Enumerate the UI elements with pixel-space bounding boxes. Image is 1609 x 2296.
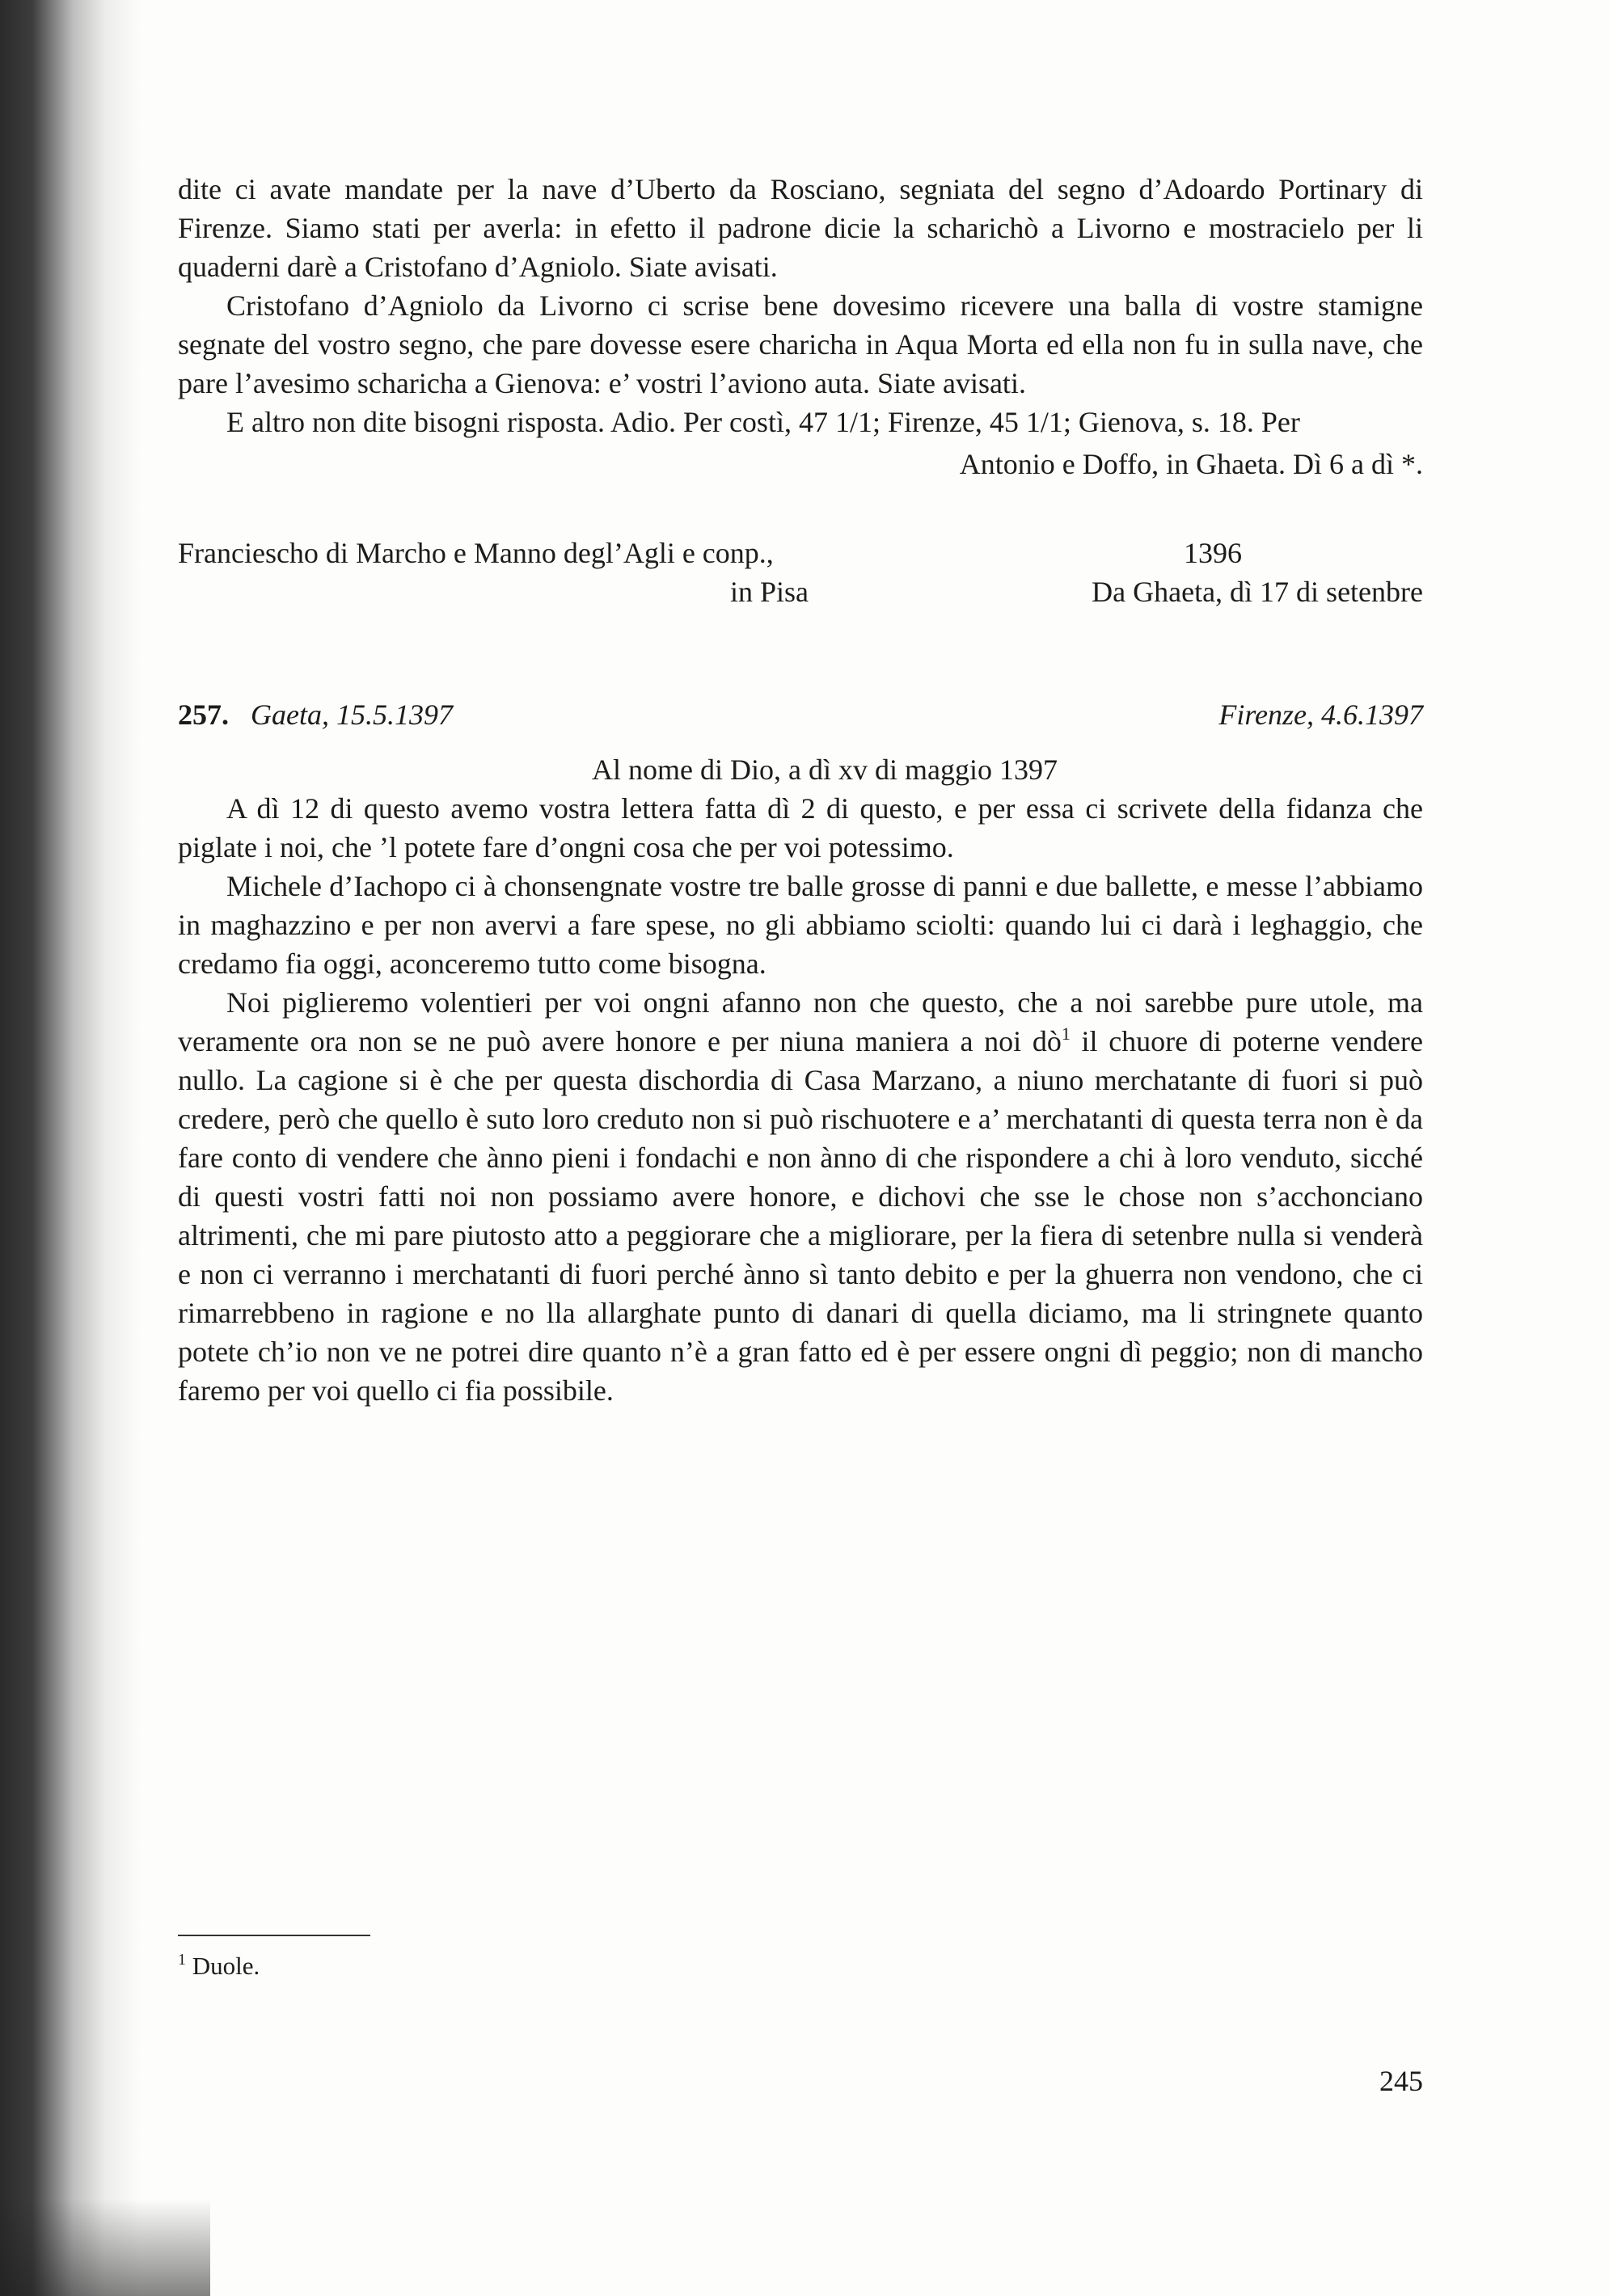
paragraph: A dì 12 di questo avemo vostra lettera fatta dì 2 di questo, e per essa ci scrivete della fidanza che piglate i noi, che ’l potete fare d’ongni cosa che per voi potessimo.: [178, 792, 1423, 863]
address-year: 1396: [1184, 537, 1242, 569]
footnote-rule: [178, 1935, 370, 1936]
letter-address-block: [178, 534, 1423, 611]
paragraph: Cristofano d’Agniolo da Livorno ci scrise bene dovesimo ricevere una balla di vostre stamigne segnate del vostro segno, che pare dovesse esere charicha in Aqua Morta ed ella non fu in sulla nave, che pare l’avesimo scharicha a Gienova: e’ vostri l’aviono auta. Siate avisati.: [178, 289, 1423, 399]
letter-number: 257.: [178, 699, 229, 731]
footnote-text: Duole.: [192, 1952, 260, 1980]
letter-origin-date: Gaeta, 15.5.1397: [251, 699, 453, 731]
footnote-reference: 1: [1061, 1023, 1071, 1044]
letter-signature: Antonio e Doffo, in Ghaeta. Dì 6 a dì *.: [959, 448, 1423, 480]
paragraph: E altro non dite bisogni risposta. Adio. Per costì, 47 1/1; Firenze, 45 1/1; Gienova, s. 18. Per: [226, 406, 1300, 438]
page-body: [178, 170, 1423, 1410]
letter-invocation: Al nome di Dio, a dì xv di maggio 1397: [592, 753, 1058, 786]
paragraph: [178, 983, 1423, 1410]
address-place: in Pisa: [729, 576, 809, 608]
paragraph-text: il chuore di poterne vendere nullo. La cagione si è che per questa dischordia di Casa Marzano, a niuno merchatante di fuori si può credere, però che quello è suto loro creduto non si può rischuotere e a’ merchatanti di questa terra non è da fare conto di vendere che ànno pieni i fondachi e non ànno di che rispondere a chi à loro venduto, sicché di questi vostri fatti noi non possiamo avere honore, e dichovi che sse le chose non s’acchonciano altrimenti, che mi pare piutosto atto a peggiorare che a migliorare, per la fiera di setenbre nulla si venderà e non ci verranno i merchatanti di fuori perché ànno sì tanto debito e per la ghuerra non vendono, che ci rimarrebbeno in ragione e no lla allarghate punto di danari di quella diciamo, ma li stringnete quanto potete ch’io non ve ne potrei dire quanto n’è a gran fatto ed è per essere ongni dì peggio; non di mancho faremo per voi quello ci fia possibile.: [178, 1025, 1423, 1407]
paragraph: Michele d’Iachopo ci à chonsengnate vostre tre balle grosse di panni e due ballette, e messe l’abbiamo in maghazzino e per non avervi a fare spese, no gli abbiamo sciolti: quando lui ci darà i leghaggio, che credamo fia oggi, aconceremo tutto come bisogna.: [178, 870, 1423, 980]
paragraph-continued: dite ci avate mandate per la nave d’Uberto da Rosciano, segniata del segno d’Adoardo Portinary di Firenze. Siamo stati per averla: in efetto il padrone dicie la scharichò a Livorno e mostracielo per li quaderni darè a Cristofano d’Agniolo. Siate avisati.: [178, 173, 1423, 283]
address-recipient: Franciescho di Marcho e Manno degl’Agli e conp.,: [178, 537, 774, 569]
footnote-mark: 1: [178, 1951, 186, 1969]
book-gutter-shadow: [0, 0, 141, 2296]
address-origin: Da Ghaeta, dì 17 di setenbre: [1092, 576, 1423, 608]
letter-arrival-date: Firenze, 4.6.1397: [1218, 699, 1423, 731]
letter-header: [178, 695, 1423, 734]
paragraph-text: Noi piglieremo volentieri per voi ongni afanno non che questo, che a noi sarebbe pure utole, ma veramente ora non se ne può avere honore e per niuna maniera a noi dò: [178, 986, 1423, 1057]
footnote: [178, 1950, 260, 1982]
scan-corner-shadow: [0, 2199, 210, 2296]
page-number: 245: [1379, 2065, 1423, 2097]
